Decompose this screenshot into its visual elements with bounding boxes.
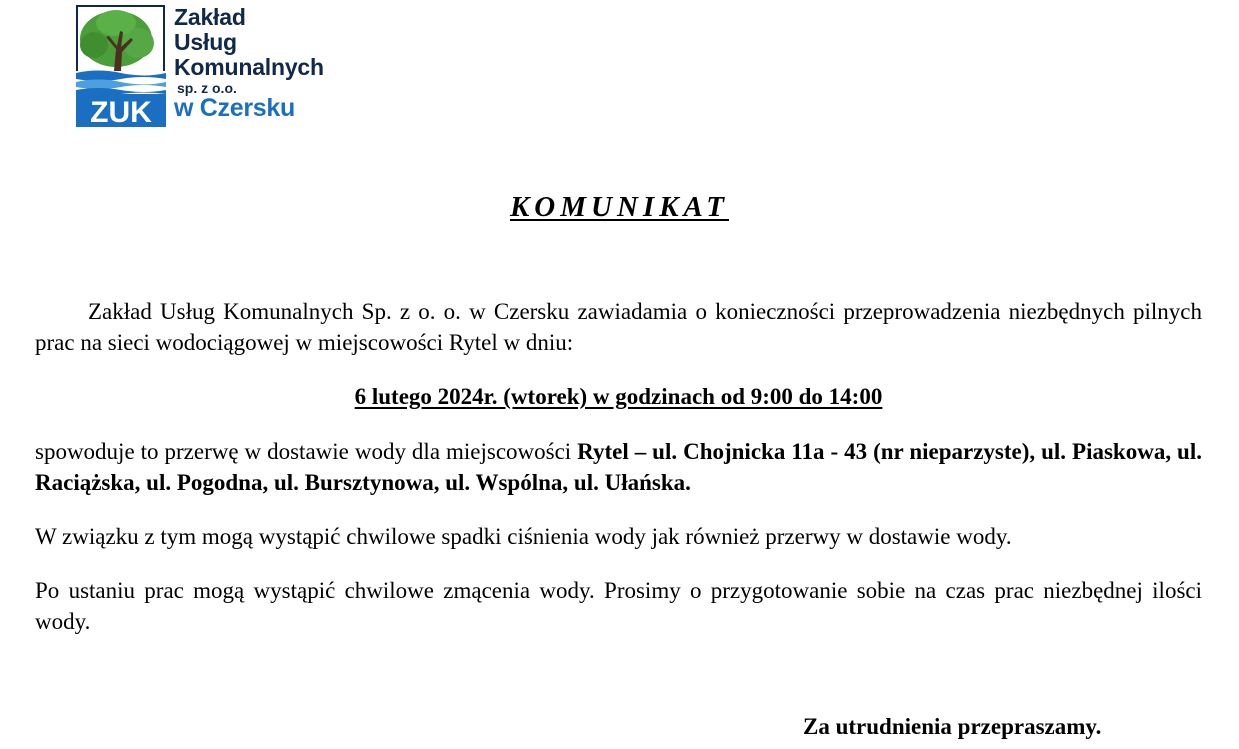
logo-badge-text: ZUK	[90, 96, 152, 127]
company-logo	[76, 5, 356, 129]
outage-intro: spowoduje to przerwę w dostawie wody dla miejscowości	[35, 439, 578, 464]
logo-line-4: sp. z o.o.	[177, 80, 237, 96]
date-line: 6 lutego 2024r. (wtorek) w godzinach od 9:00 do 14:00	[354, 384, 883, 409]
logo-line-2: Usług	[174, 29, 237, 55]
title-text: KOMUNIKAT	[509, 191, 730, 223]
affected-streets: Rytel – ul. Chojnicka 11a - 43 (nr nieparzyste), ul. Piaskowa, ul. Raciążska, ul. Pogodna, ul. Bursztynowa, ul. Wspólna, ul. Ułańska.	[35, 439, 1202, 495]
turbidity-paragraph: Po ustaniu prac mogą wystąpić chwilowe zmącenia wody. Prosimy o przygotowanie sobie na czas prac niezbędnej ilości wody.	[35, 578, 1202, 634]
outage-paragraph	[35, 436, 1202, 498]
intro-paragraph: Zakład Usług Komunalnych Sp. z o. o. w Czersku zawiadamia o konieczności przeprowadzenia niezbędnych pilnych prac na sieci wodociągowej w miejscowości Rytel w dniu:	[35, 299, 1202, 355]
logo-wordmark	[174, 5, 324, 121]
logo-line-1: Zakład	[174, 4, 246, 30]
logo-line-3: Komunalnych	[174, 54, 324, 80]
closing-apology: Za utrudnienia przepraszamy.	[803, 714, 1102, 739]
logo-line-5: w Czersku	[174, 94, 295, 122]
page-title	[0, 191, 1239, 224]
tree-water-logo-icon	[76, 5, 166, 127]
pressure-paragraph: W związku z tym mogą wystąpić chwilowe spadki ciśnienia wody jak również przerwy w dostawie wody.	[35, 524, 1012, 549]
